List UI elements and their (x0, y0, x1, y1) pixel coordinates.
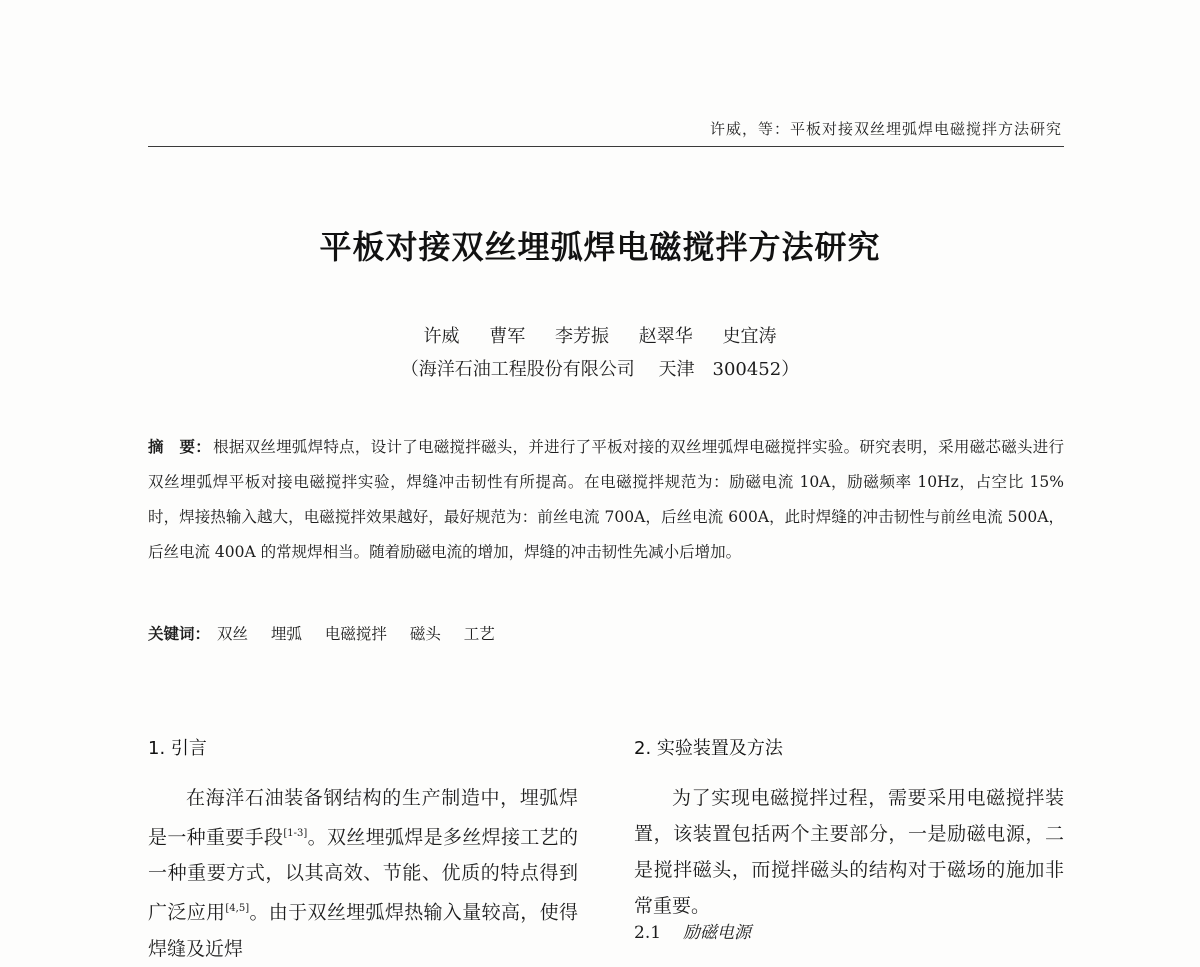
author-list (0, 322, 1200, 348)
keyword: 工艺 (463, 625, 495, 643)
keyword: 埋弧 (270, 625, 302, 643)
author-name: 赵翠华 (638, 326, 693, 347)
abstract-text: 根据双丝埋弧焊特点，设计了电磁搅拌磁头，并进行了平板对接的双丝埋弧焊电磁搅拌实验。研究表明，采用磁芯磁头进行双丝埋弧焊平板对接电磁搅拌实验，焊缝冲击韧性有所提高。在电磁搅拌规范为：励磁电流 10A，励磁频率 10Hz，占空比 15% 时，焊接热输入越大，电磁搅拌效果越好，最好规范为：前丝电流 700A，后丝电流 600A，此时焊缝的冲击韧性与前丝电流 500A，后丝电流 400A 的常规焊相当。随着励磁电流的增加，焊缝的冲击韧性先减小后增加。 (148, 438, 1064, 561)
author-name: 许威 (423, 326, 460, 347)
keywords (148, 622, 513, 644)
section-heading-introduction: 1. 引言 (148, 738, 207, 759)
introduction-text: 。双丝埋弧焊是多丝焊接工艺的一种重要方式，以其高效、节能、优质的特点得到广泛应用 (148, 826, 578, 924)
methods-body (634, 780, 1064, 924)
subsection-heading (634, 918, 751, 943)
subsection-title: 励磁电源 (683, 923, 752, 943)
subsection-number: 2.1 (634, 923, 662, 943)
introduction-text: 。由于双丝埋弧焊热输入量较高，使得焊缝及近焊 (148, 901, 578, 960)
affiliation: （海洋石油工程股份有限公司 天津 300452） (400, 359, 800, 380)
author-name: 史宜涛 (722, 326, 777, 347)
keyword: 磁头 (409, 625, 441, 643)
section-heading-methods: 2. 实验装置及方法 (634, 738, 783, 759)
header-rule (148, 146, 1064, 147)
keywords-label: 关键词： (148, 625, 211, 643)
author-name: 曹军 (489, 326, 526, 347)
citation[interactable]: [4,5] (225, 903, 250, 915)
methods-text: 为了实现电磁搅拌过程，需要采用电磁搅拌装置，该装置包括两个主要部分，一是励磁电源，二是搅拌磁头，而搅拌磁头的结构对于磁场的施加非常重要。 (634, 787, 1064, 917)
running-head: 许威，等：平板对接双丝埋弧焊电磁搅拌方法研究 (709, 120, 1062, 138)
keyword: 电磁搅拌 (324, 625, 387, 643)
abstract-label: 摘 要： (148, 438, 212, 456)
paper-title: 平板对接双丝埋弧焊电磁搅拌方法研究 (319, 228, 881, 266)
keyword: 双丝 (216, 625, 248, 643)
abstract (148, 430, 1064, 570)
introduction-body (148, 780, 578, 967)
author-name: 李芳振 (555, 326, 609, 347)
introduction-text: 在海洋石油装备钢结构的生产制造中，埋弧焊是一种重要手段 (148, 787, 578, 849)
citation[interactable]: [1-3] (283, 828, 308, 839)
